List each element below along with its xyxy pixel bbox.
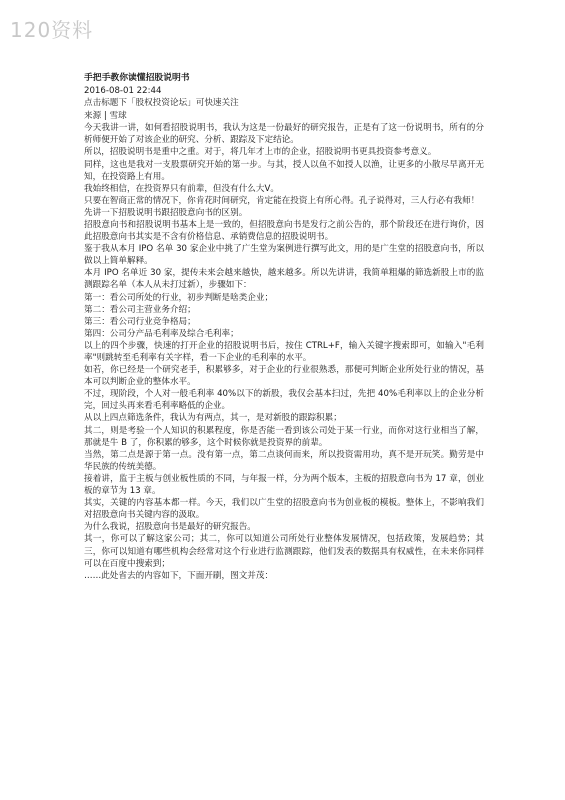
paragraph: 其实，关键的内容基本都一样。今天，我们以广生堂的招股意向书为创业板的模板。整体上，不影响我们对招股意向书关键内容的汲取。 [84,498,484,521]
paragraph: 第一：看公司所处的行业，初步判断是啥类企业； [84,292,274,303]
watermark-logo: 120资料 [10,18,94,42]
article [84,72,484,582]
follow-hint: 点击标题下「股权投资论坛」可快速关注 [84,98,239,109]
paragraph: 只要在智商正常的情况下，你肯花时间研究，肯定能在投资上有所心得。孔子说得对，三人行必有我师！ [84,195,480,206]
article-body [84,122,484,582]
paragraph: 不过，现阶段，个人对一般毛利率 40%以下的新股，我仅会基本扫过，先把 40%毛利率以上的企业分析完，回过头再来看毛利率略低的企业。 [84,389,484,412]
paragraph: 从以上四点筛选条件，我认为有两点，其一，是对新股的跟踪积累； [84,413,342,424]
article-date: 2016-08-01 22:44 [84,86,162,96]
paragraph: 招股意向书和招股说明书基本上是一致的，但招股意向书是发行之前公告的，那个阶段还在进行询价，因此招股意向书其实是不含有价格信息、承销费信息的招股说明书。 [84,219,484,243]
paragraph: 第二：看公司主营业务介绍； [84,304,196,315]
article-source: 来源 | 雪球 [84,110,127,121]
paragraph: 以上的四个步骤，快速的打开企业的招股说明书后，按住 CTRL+F，输入关键字搜索即可，如输入"毛利率"则跳转至毛利率有关字样，看一下企业的毛利率的水平。 [84,340,484,363]
paragraph: 所以，招股说明书是重中之重。对于，将几年才上市的企业，招股说明书更具投资参考意义。 [84,147,437,158]
paragraph: 今天我讲一讲，如何看招股说明书，我认为这是一份最好的研究报告，正是有了这一份说明书，所有的分析师便开始了对该企业的研究、分析、跟踪及下定结论。 [84,123,484,146]
paragraph: 当然，第二点是源于第一点。没有第一点，第二点谈何而来，所以投资需用功，真不是开玩笑。勤劳是中华民族的传统美德。 [84,449,484,472]
paragraph: 我始终相信，在投资界只有前辈，但没有什么大V。 [84,183,279,194]
paragraph: 其一，你可以了解这家公司；其二，你可以知道公司所处行业整体发展情况，包括政策，发展趋势；其三，你可以知道有哪些机构会经常对这个行业进行监测跟踪，他们发表的数据具有权威性，在未来你同样可以在百度中搜索到； [84,534,484,569]
paragraph: 第四：公司分产品毛利率及综合毛利率； [84,328,239,339]
paragraph: 接着讲，监于主板与创业板性质的不同，与年报一样，分为两个版本，主板的招股意向书为 17 章，创业板的章节为 13 章。 [84,473,484,497]
paragraph: 为什么我说，招股意向书是最好的研究报告。 [84,522,256,533]
paragraph: 其二，则是考验一个人知识的积累程度，你是否能一看到该公司处于某一行业，而你对这行业相当了解，那就是牛 B 了，你积累的够多，这个时候你就是投资界的前辈。 [84,425,484,448]
paragraph: 先讲一下招股说明书跟招股意向书的区别。 [84,207,248,218]
paragraph: ……此处省去的内容如下，下面开刷，图文并茂： [84,570,274,581]
article-title: 手把手教你读懂招股说明书 [84,73,190,83]
paragraph: 如若，你已经是一个研究老手，积累够多，对于企业的行业很熟悉，那便可判断企业所处行业的情况，基本可以判断企业的整体水平。 [84,365,484,388]
paragraph: 鉴于我从本月 IPO 名单 30 家企业中挑了广生堂为案例进行撰写此文，用的是广生堂的招股意向书，所以做以上简单解释。 [84,244,484,267]
paragraph: 第三：看公司行业竞争格局； [84,316,196,327]
paragraph: 同样，这也是我对一支股票研究开始的第一步。与其，授人以鱼不如授人以渔，让更多的小散尽早离开无知，在投资路上有用。 [84,159,484,182]
paragraph: 本月 IPO 名单近 30 家，提传未来会越来越快，越来越多。所以先讲讲，我简单粗爆的筛选新股上市的监测跟踪名单（本人从未打过新），步骤如下： [84,268,484,291]
